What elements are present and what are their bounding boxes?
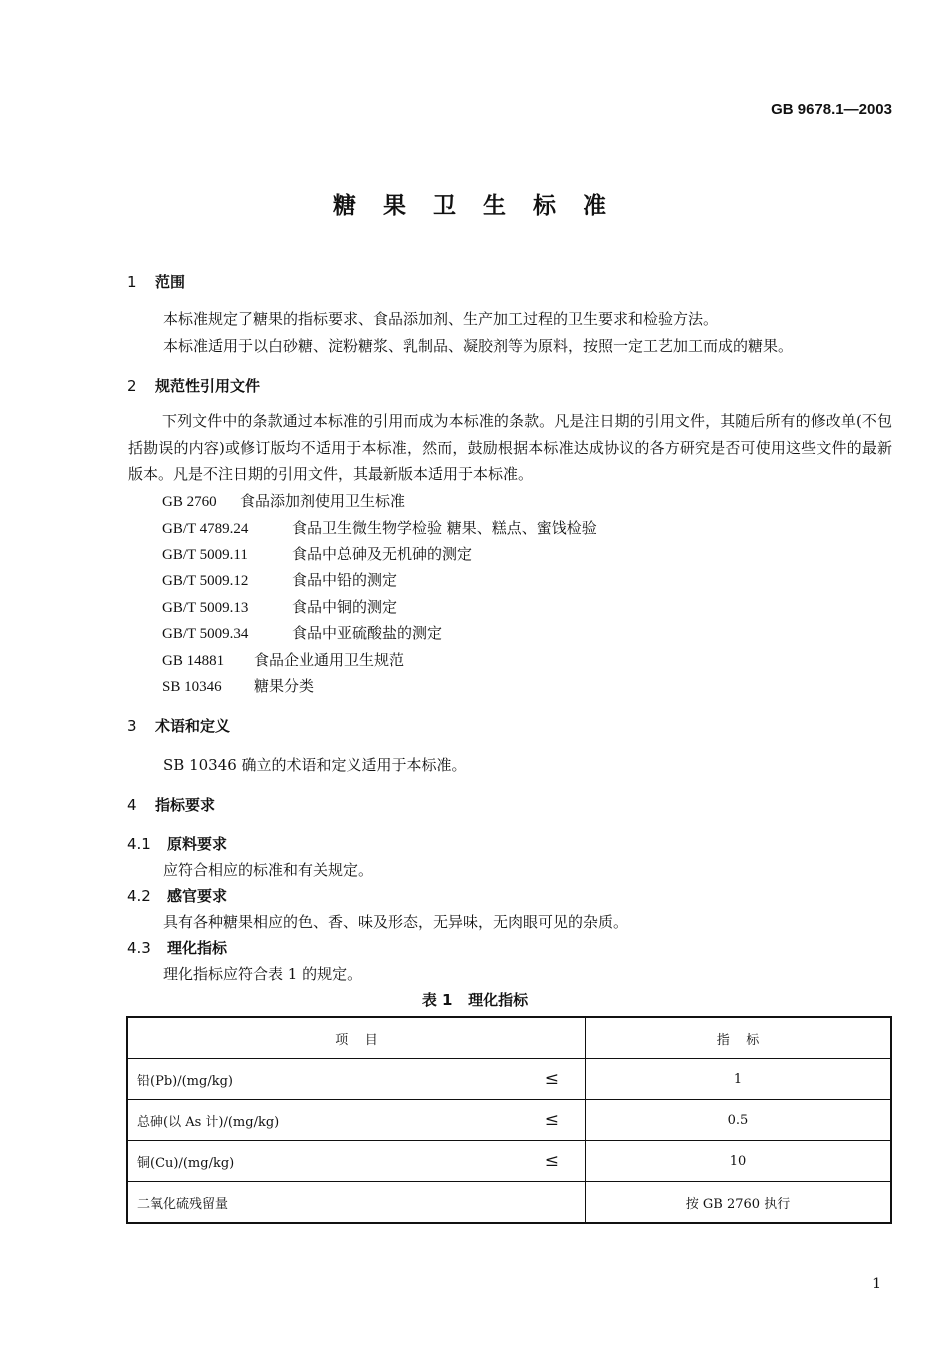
section-4-heading <box>127 794 215 815</box>
reference-code: GB 14881 <box>162 653 225 669</box>
table-row <box>127 1182 891 1224</box>
column-header-item: 项 目 <box>127 1017 586 1059</box>
table-cell-value: 按 GB 2760 执行 <box>586 1182 892 1224</box>
comparison-symbol: ≤ <box>544 1069 559 1089</box>
subsection-number: 4.2 <box>127 887 151 905</box>
comparison-symbol: ≤ <box>544 1110 559 1130</box>
table-row <box>127 1141 891 1182</box>
paragraph: 应符合相应的标准和有关规定。 <box>163 861 374 879</box>
section-title: 术语和定义 <box>155 717 231 735</box>
table-row <box>127 1059 891 1100</box>
reference-title: 糖果分类 <box>254 677 315 695</box>
section-2-heading <box>127 375 260 396</box>
reference-code: GB/T 5009.11 <box>162 547 248 563</box>
reference-code: GB/T 5009.34 <box>162 626 249 642</box>
section-title: 范围 <box>155 273 186 291</box>
reference-item <box>162 675 314 696</box>
subsection-heading <box>127 833 227 854</box>
table-cell-item <box>127 1141 586 1182</box>
page-title: 糖果卫生标准 <box>333 192 633 219</box>
reference-item <box>162 517 597 538</box>
reference-title: 食品添加剂使用卫生标准 <box>240 492 406 510</box>
section-number: 3 <box>127 717 137 735</box>
item-label: 二氧化硫残留量 <box>137 1196 229 1212</box>
table-header-row <box>127 1017 891 1059</box>
comparison-symbol: ≤ <box>544 1151 559 1171</box>
reference-item <box>162 596 397 617</box>
item-label: 总砷(以 As 计)/(mg/kg) <box>137 1114 280 1130</box>
reference-code: GB/T 5009.12 <box>162 573 249 589</box>
reference-title: 食品卫生微生物学检验 糖果、糕点、蜜饯检验 <box>292 519 597 537</box>
item-label: 铅(Pb)/(mg/kg) <box>137 1073 233 1089</box>
paragraph: 具有各种糖果相应的色、香、味及形态，无异味，无肉眼可见的杂质。 <box>163 913 629 931</box>
column-header-value: 指 标 <box>586 1017 892 1059</box>
table-cell-item <box>127 1100 586 1141</box>
table-cell-value: 10 <box>586 1141 892 1182</box>
table-1 <box>126 1016 892 1224</box>
item-label: 铜(Cu)/(mg/kg) <box>137 1155 235 1171</box>
reference-title: 食品中铅的测定 <box>292 571 398 589</box>
subsection-title: 理化指标 <box>167 939 228 957</box>
reference-code: GB/T 4789.24 <box>162 521 249 537</box>
section-3-heading <box>127 715 230 736</box>
reference-code: SB 10346 <box>162 679 222 695</box>
subsection-number: 4.1 <box>127 835 151 853</box>
reference-title: 食品中总砷及无机砷的测定 <box>292 545 473 563</box>
reference-title: 食品企业通用卫生规范 <box>254 651 405 669</box>
paragraph: 本标准规定了糖果的指标要求、食品添加剂、生产加工过程的卫生要求和检验方法。 <box>163 310 719 328</box>
subsection-title: 原料要求 <box>167 835 228 853</box>
subsection-heading <box>127 885 227 906</box>
table-cell-value: 0.5 <box>586 1100 892 1141</box>
paragraph: 本标准适用于以白砂糖、淀粉糖浆、乳制品、凝胶剂等为原料，按照一定工艺加工而成的糖果。 <box>163 337 794 355</box>
subsection-heading <box>127 937 227 958</box>
section-1-heading <box>127 271 185 292</box>
section-number: 2 <box>127 377 137 395</box>
reference-item <box>162 622 442 643</box>
paragraph: 理化指标应符合表 1 的规定。 <box>163 965 363 983</box>
table-caption: 表 1 理化指标 <box>421 991 529 1009</box>
reference-item <box>162 490 405 511</box>
reference-title: 食品中铜的测定 <box>292 598 398 616</box>
table-cell-item <box>127 1182 586 1224</box>
reference-title: 食品中亚硫酸盐的测定 <box>292 624 443 642</box>
paragraph: SB 10346 确立的术语和定义适用于本标准。 <box>163 756 467 774</box>
reference-item <box>162 569 397 590</box>
standard-number: GB 9678.1—2003 <box>771 101 892 118</box>
reference-item <box>162 649 404 670</box>
reference-code: GB/T 5009.13 <box>162 600 249 616</box>
section-number: 4 <box>127 796 137 814</box>
section-title: 规范性引用文件 <box>155 377 261 395</box>
table-cell-value: 1 <box>586 1059 892 1100</box>
reference-item <box>162 543 472 564</box>
page-number: 1 <box>872 1276 881 1292</box>
section-title: 指标要求 <box>155 796 216 814</box>
table-row <box>127 1100 891 1141</box>
table-cell-item <box>127 1059 586 1100</box>
subsection-number: 4.3 <box>127 939 151 957</box>
reference-code: GB 2760 <box>162 494 217 510</box>
paragraph: 下列文件中的条款通过本标准的引用而成为本标准的条款。凡是注日期的引用文件，其随后所有的修改单(不包括勘误的内容)或修订版均不适用于本标准，然而，鼓励根据本标准达成协议的各方研究是否可使用这些文件的最新版本。凡是不注日期的引用文件，其最新版本适用于本标准。 <box>128 412 892 483</box>
section-number: 1 <box>127 273 137 291</box>
subsection-title: 感官要求 <box>167 887 228 905</box>
